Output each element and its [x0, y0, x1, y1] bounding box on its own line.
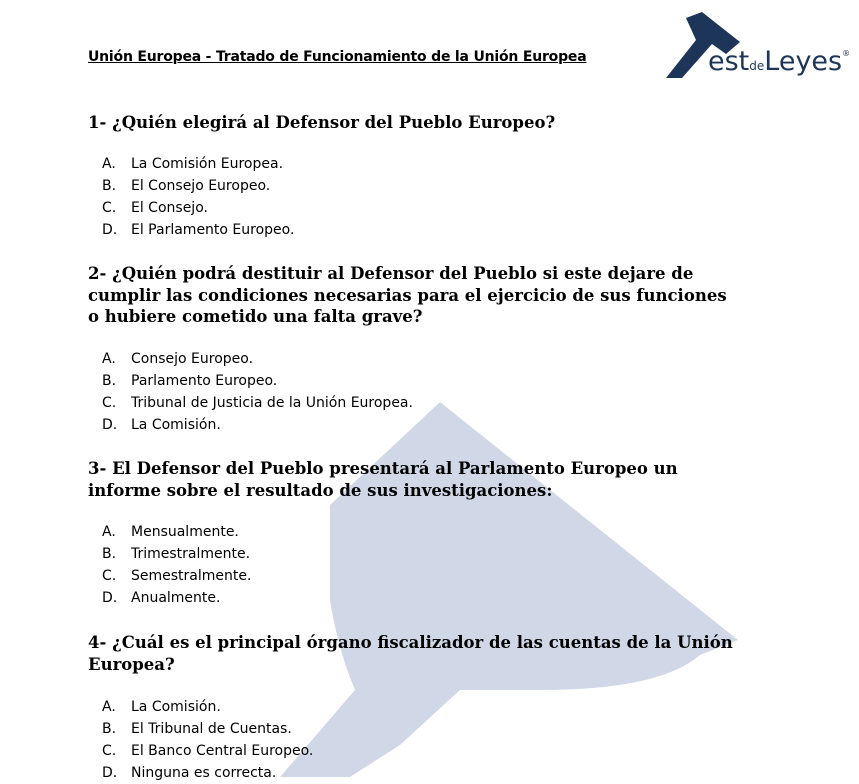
testdeleyes-logo	[664, 10, 854, 85]
option-letter: A.	[102, 155, 116, 172]
option-text: El Tribunal de Cuentas.	[131, 721, 292, 737]
option-b[interactable]	[88, 175, 738, 197]
question-text: 2- ¿Quién podrá destituir al Defensor del Pueblo si este dejare de cumplir las condiciones necesarias para el ejercicio de sus funciones o hubiere cometido una falta grave?	[88, 264, 727, 326]
option-b[interactable]	[88, 718, 738, 740]
option-c[interactable]	[88, 740, 738, 762]
option-d[interactable]	[88, 587, 738, 609]
option-a[interactable]	[88, 348, 738, 370]
options-list	[88, 348, 738, 436]
option-text: La Comisión.	[131, 699, 221, 715]
option-a[interactable]	[88, 696, 738, 718]
logo-text-leyes: Leyes	[764, 46, 843, 77]
option-text: Semestralmente.	[131, 568, 252, 584]
option-a[interactable]	[88, 153, 738, 175]
option-text: La Comisión Europea.	[131, 155, 284, 172]
option-text: Anualmente.	[131, 590, 221, 606]
option-b[interactable]	[88, 370, 738, 392]
option-letter: C.	[102, 568, 117, 584]
option-letter: A.	[102, 699, 116, 715]
option-text: El Banco Central Europeo.	[131, 743, 314, 759]
option-text: El Parlamento Europeo.	[131, 221, 295, 238]
document-title: Unión Europea - Tratado de Funcionamiento de la Unión Europea	[88, 49, 587, 65]
option-d[interactable]	[88, 762, 738, 784]
option-text: El Consejo.	[131, 199, 208, 216]
question-2	[88, 263, 738, 436]
option-letter: D.	[102, 590, 118, 606]
logo-text-de: de	[749, 59, 765, 73]
question-3	[88, 458, 738, 609]
option-letter: D.	[102, 221, 118, 238]
option-a[interactable]	[88, 521, 738, 543]
option-letter: B.	[102, 372, 117, 389]
options-list	[88, 696, 738, 784]
option-text: Mensualmente.	[131, 524, 239, 540]
question-4	[88, 632, 738, 784]
option-letter: A.	[102, 524, 116, 540]
option-text: El Consejo Europeo.	[131, 177, 271, 194]
option-letter: B.	[102, 177, 117, 194]
option-c[interactable]	[88, 565, 738, 587]
option-letter: A.	[102, 350, 116, 367]
option-text: Tribunal de Justicia de la Unión Europea.	[131, 394, 413, 411]
option-text: Parlamento Europeo.	[131, 372, 278, 389]
question-1	[88, 112, 738, 241]
logo-text	[708, 48, 850, 75]
option-d[interactable]	[88, 414, 738, 436]
option-b[interactable]	[88, 543, 738, 565]
option-letter: C.	[102, 743, 117, 759]
question-text: 4- ¿Cuál es el principal órgano fiscalizador de las cuentas de la Unión Europea?	[88, 633, 733, 674]
option-letter: C.	[102, 394, 117, 411]
option-letter: B.	[102, 546, 117, 562]
option-text: La Comisión.	[131, 416, 221, 433]
option-text: Ninguna es correcta.	[131, 765, 277, 781]
option-c[interactable]	[88, 197, 738, 219]
option-text: Consejo Europeo.	[131, 350, 254, 367]
question-text: 3- El Defensor del Pueblo presentará al Parlamento Europeo un informe sobre el resultado de sus investigaciones:	[88, 459, 678, 500]
option-d[interactable]	[88, 219, 738, 241]
option-letter: D.	[102, 765, 118, 781]
logo-text-est: est	[708, 46, 750, 77]
option-text: Trimestralmente.	[131, 546, 251, 562]
question-text: 1- ¿Quién elegirá al Defensor del Pueblo Europeo?	[88, 113, 556, 132]
option-letter: B.	[102, 721, 117, 737]
options-list	[88, 521, 738, 609]
option-letter: C.	[102, 199, 117, 216]
option-letter: D.	[102, 416, 118, 433]
registered-mark: ®	[842, 49, 851, 58]
option-c[interactable]	[88, 392, 738, 414]
options-list	[88, 153, 738, 241]
